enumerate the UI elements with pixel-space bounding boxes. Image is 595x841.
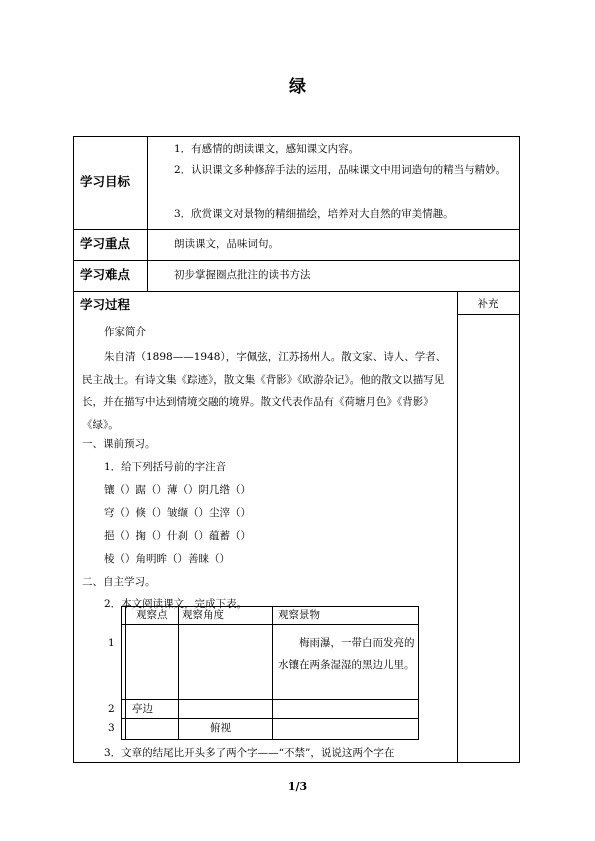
learning-focus-label: 学习重点 — [80, 236, 131, 251]
pinyin-row: 挹（）掬（）什刹（）蕴蓄（） — [104, 530, 251, 542]
pinyin-row: 穹（）倏（）皱缬（）尘滓（） — [104, 507, 251, 519]
table-row-divider — [122, 718, 418, 719]
difficulty-text: 初步掌握圈点批注的读书方法 — [174, 269, 311, 281]
table-header-point: 观察点 — [136, 609, 168, 621]
focus-text: 朗读课文，品味词句。 — [174, 238, 279, 250]
table-angle-cell: 俯视 — [210, 722, 231, 734]
table-scene-cell: 梅雨瀑，一带白而发亮的水镶在两条湿湿的黑边儿里。 — [278, 637, 415, 671]
table-col-divider — [125, 607, 126, 739]
label-column-divider — [147, 137, 148, 291]
goal-line: 2．认识课文多种修辞手法的运用，品味课文中用词造句的精当与精妙。 — [174, 164, 507, 176]
section-self-study-heading: 二、自主学习。 — [82, 576, 156, 588]
row-divider — [74, 291, 519, 292]
task-pinyin: 1．给下列括号前的字注音 — [104, 461, 227, 473]
table-point-cell: 亭边 — [132, 703, 153, 715]
author-bio: 朱自清（1898——1948），字佩弦，江苏扬州人。散文家、诗人、学者、民主战士。有诗文集《踪迹》，散文集《背影》《欧游杂记》。他的散文以描写见长，并在描写中达到情境交融的境界。散文代表作品有《荷塘月色》《背影》《绿》。 — [82, 351, 447, 431]
table-col-divider — [178, 607, 179, 739]
document-title: 绿 — [289, 77, 306, 97]
task-ending-question: 3．文章的结尾比开头多了两个字——“不禁”，说说这两个字在 — [104, 747, 395, 759]
table-header-angle: 观察角度 — [182, 609, 224, 621]
task-reading-table: 2．本文阅读课文，完成下表。 — [104, 598, 248, 610]
observation-table — [108, 606, 419, 740]
table-row-number: 2 — [108, 703, 115, 715]
table-header-scene: 观察景物 — [278, 609, 320, 621]
pinyin-row: 镶（）踞（）薄（）阴几绺（） — [104, 484, 251, 496]
side-column-border — [457, 291, 458, 762]
section-preview-heading: 一、课前预习。 — [82, 438, 156, 450]
table-row-divider — [122, 699, 418, 700]
learning-process-label: 学习过程 — [80, 297, 131, 312]
table-row-number: 3 — [108, 722, 115, 734]
side-column-divider — [457, 314, 519, 315]
table-col-divider — [272, 607, 273, 739]
table-row-divider — [122, 624, 418, 625]
pinyin-row: 棱（）角明眸（）善睐（） — [104, 553, 230, 565]
learning-difficulty-label: 学习难点 — [80, 267, 131, 282]
learning-goal-label: 学习目标 — [80, 174, 131, 189]
supplement-label: 补充 — [477, 298, 499, 310]
row-divider — [74, 260, 519, 261]
table-row-number: 1 — [108, 637, 115, 649]
goal-line: 1．有感情的朗读课文，感知课文内容。 — [174, 143, 360, 155]
goal-line: 3．欣赏课文对景物的精细描绘，培养对大自然的审美情趣。 — [174, 208, 454, 220]
author-heading: 作家简介 — [104, 326, 146, 338]
page-number: 1/3 — [287, 780, 308, 793]
row-divider — [74, 229, 519, 230]
